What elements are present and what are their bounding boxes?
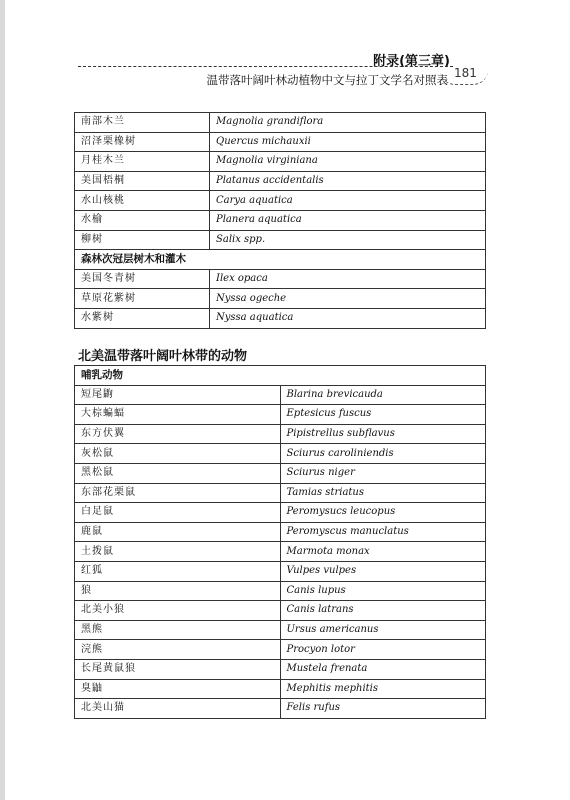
section-title: 北美温带落叶阔叶林带的动物 [78, 349, 248, 364]
chinese-name: 臭鼬 [75, 679, 281, 699]
chinese-name: 水紫树 [75, 308, 210, 328]
latin-name: Eptesicus fuscus [280, 405, 486, 425]
page-number-arc [440, 70, 488, 85]
table-row [75, 405, 486, 425]
table-row [75, 269, 486, 289]
table-row [75, 601, 486, 621]
chinese-name: 美国梧桐 [75, 171, 210, 191]
chinese-name: 水榆 [75, 210, 210, 230]
group-row [75, 250, 486, 270]
chinese-name: 东部花栗鼠 [75, 483, 281, 503]
chinese-name: 南部木兰 [75, 113, 210, 133]
latin-name: Nyssa ogeche [210, 289, 486, 309]
header-subtitle: 温带落叶阔叶林动植物中文与拉丁文学名对照表 [206, 73, 448, 87]
table-row [75, 113, 486, 133]
table-row [75, 308, 486, 328]
group-row [75, 366, 486, 386]
latin-name: Tamias striatus [280, 483, 486, 503]
table-row [75, 210, 486, 230]
page-edge [0, 0, 5, 800]
group-heading: 哺乳动物 [75, 366, 486, 386]
latin-name: Vulpes vulpes [280, 561, 486, 581]
chinese-name: 浣熊 [75, 640, 281, 660]
chinese-name: 狼 [75, 581, 281, 601]
chinese-name: 北美山猫 [75, 699, 281, 719]
page-number: 181 [454, 66, 477, 80]
chinese-name: 黑松鼠 [75, 463, 281, 483]
latin-name: Planera aquatica [210, 210, 486, 230]
table-row [75, 699, 486, 719]
latin-name: Ilex opaca [210, 269, 486, 289]
chinese-name: 草原花紫树 [75, 289, 210, 309]
latin-name: Sciurus caroliniendis [280, 444, 486, 464]
chinese-name: 大棕蝙蝠 [75, 405, 281, 425]
chinese-name: 柳树 [75, 230, 210, 250]
latin-name: Magnolia grandiflora [210, 113, 486, 133]
latin-name: Platanus accidentalis [210, 171, 486, 191]
latin-name: Ursus americanus [280, 620, 486, 640]
animal-name-table [74, 365, 486, 719]
table-row [75, 191, 486, 211]
table-row [75, 542, 486, 562]
latin-name: Carya aquatica [210, 191, 486, 211]
table-row [75, 679, 486, 699]
table-row [75, 289, 486, 309]
table-row [75, 522, 486, 542]
latin-name: Mustela frenata [280, 659, 486, 679]
table-row [75, 171, 486, 191]
latin-name: Nyssa aquatica [210, 308, 486, 328]
latin-name: Canis latrans [280, 601, 486, 621]
table-row [75, 385, 486, 405]
table-row [75, 424, 486, 444]
chinese-name: 短尾鼩 [75, 385, 281, 405]
chinese-name: 土拨鼠 [75, 542, 281, 562]
table-row [75, 444, 486, 464]
chinese-name: 鹿鼠 [75, 522, 281, 542]
table-row [75, 483, 486, 503]
table-row [75, 620, 486, 640]
header-rule [78, 66, 453, 67]
chinese-name: 美国冬青树 [75, 269, 210, 289]
chinese-name: 沼泽栗橡树 [75, 132, 210, 152]
latin-name: Salix spp. [210, 230, 486, 250]
table-row [75, 152, 486, 172]
latin-name: Peromysucs leucopus [280, 503, 486, 523]
table-row [75, 230, 486, 250]
chinese-name: 红狐 [75, 561, 281, 581]
table-row [75, 463, 486, 483]
latin-name: Mephitis mephitis [280, 679, 486, 699]
table-row [75, 561, 486, 581]
chinese-name: 水山核桃 [75, 191, 210, 211]
latin-name: Quercus michauxii [210, 132, 486, 152]
latin-name: Procyon lotor [280, 640, 486, 660]
chinese-name: 白足鼠 [75, 503, 281, 523]
table-row [75, 640, 486, 660]
latin-name: Sciurus niger [280, 463, 486, 483]
table-row [75, 503, 486, 523]
latin-name: Magnolia virginiana [210, 152, 486, 172]
group-heading: 森林次冠层树木和灌木 [75, 250, 486, 270]
latin-name: Felis rufus [280, 699, 486, 719]
latin-name: Canis lupus [280, 581, 486, 601]
table-row [75, 581, 486, 601]
chinese-name: 灰松鼠 [75, 444, 281, 464]
table-row [75, 659, 486, 679]
chinese-name: 东方伏翼 [75, 424, 281, 444]
chinese-name: 黑熊 [75, 620, 281, 640]
plant-name-table [74, 112, 486, 329]
chinese-name: 长尾黄鼠狼 [75, 659, 281, 679]
header-appendix: 附录(第三章) [373, 54, 450, 69]
table-row [75, 132, 486, 152]
latin-name: Marmota monax [280, 542, 486, 562]
chinese-name: 北美小狼 [75, 601, 281, 621]
latin-name: Peromyscus manuclatus [280, 522, 486, 542]
latin-name: Blarina brevicauda [280, 385, 486, 405]
chinese-name: 月桂木兰 [75, 152, 210, 172]
latin-name: Pipistrellus subflavus [280, 424, 486, 444]
